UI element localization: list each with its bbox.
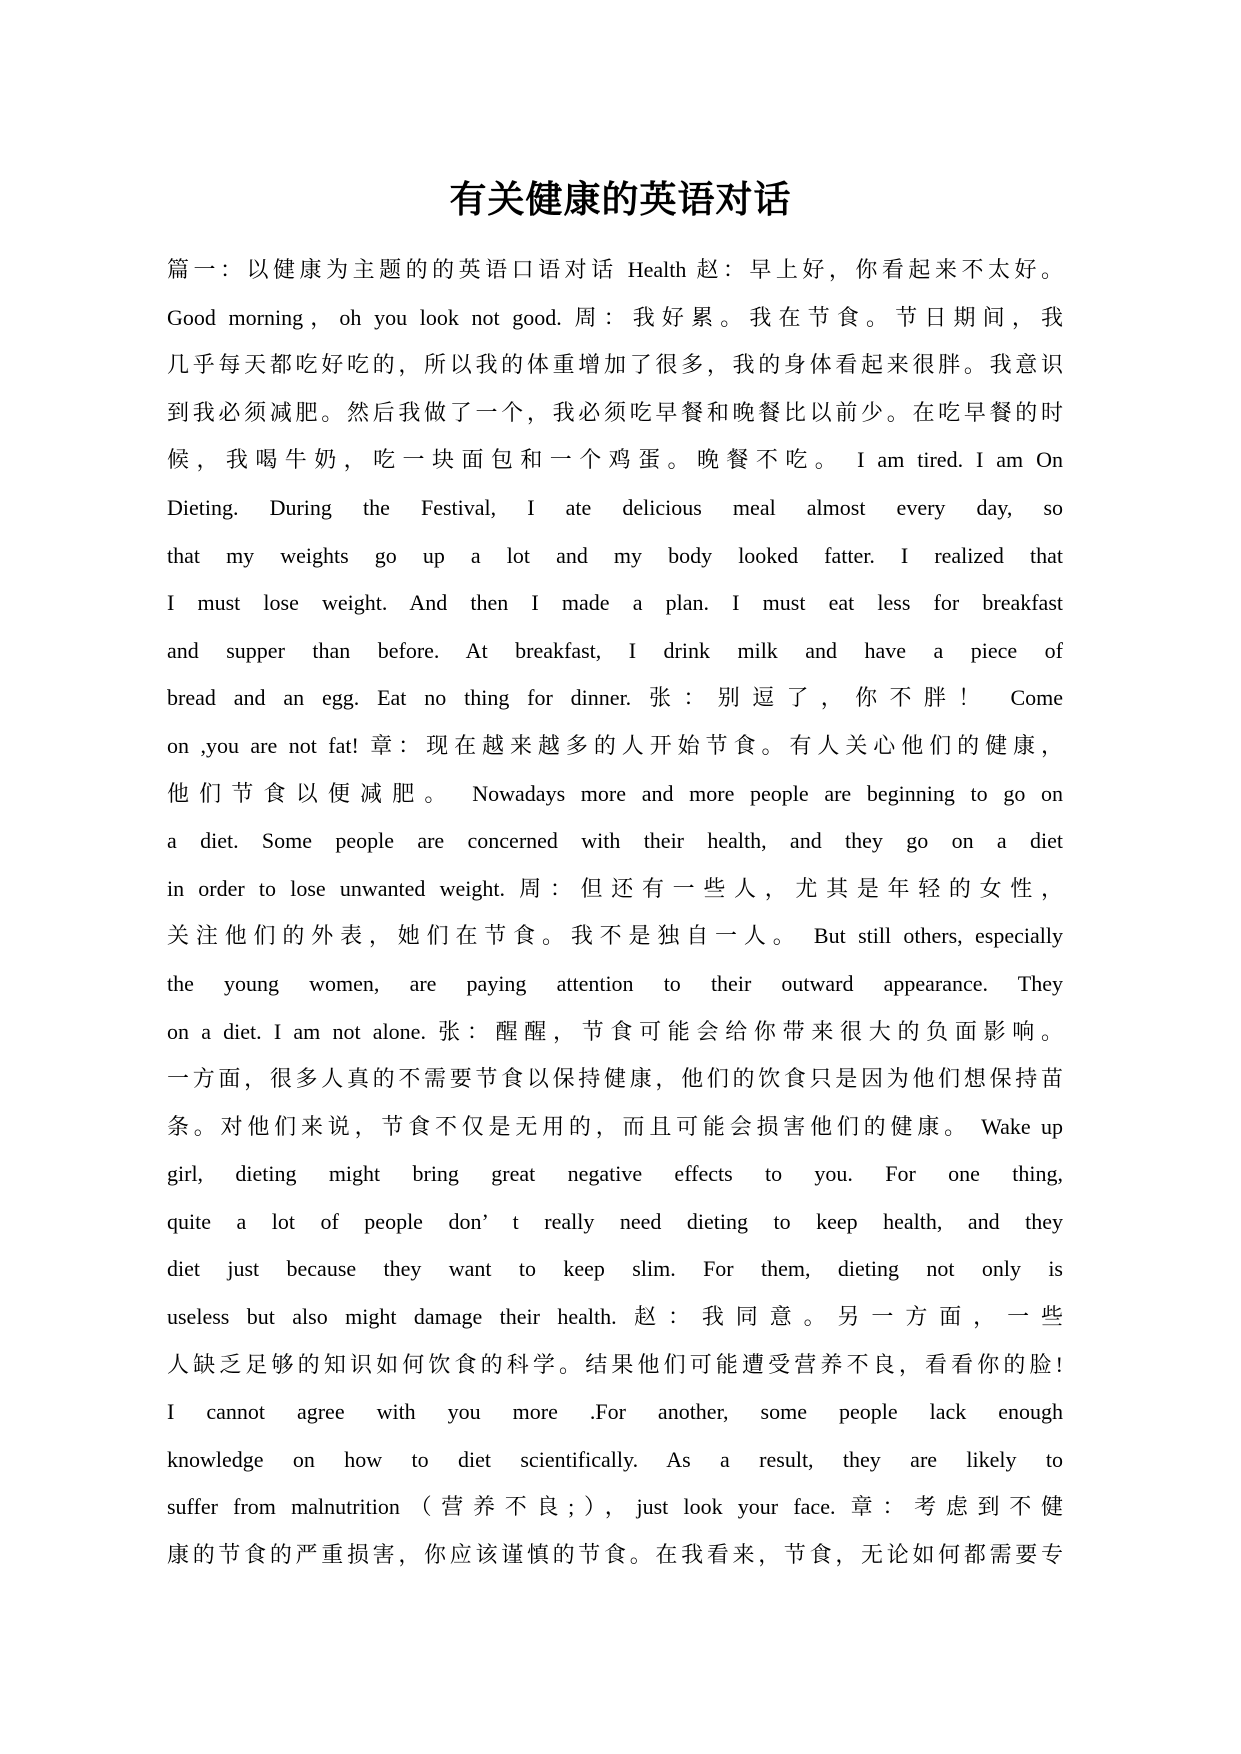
text-line: knowledge on how to diet scientifically. As a result, they are likely to	[167, 1446, 1063, 1472]
text-line: on ,you are not fat! 章：现在越来越多的人开始节食。有人关心他们的健康，	[167, 732, 1063, 758]
text-line: I cannot agree with you more .For another, some people lack enough	[167, 1399, 1063, 1425]
text-line: on a diet. I am not alone. 张：醒醒，节食可能会给你带来很大的负面影响。	[167, 1018, 1063, 1044]
text-line: 一方面，很多人真的不需要节食以保持健康，他们的饮食只是因为他们想保持苗	[167, 1066, 1063, 1092]
text-line: 到我必须减肥。然后我做了一个，我必须吃早餐和晚餐比以前少。在吃早餐的时	[167, 399, 1063, 425]
text-line: quite a lot of people don’ t really need dieting to keep health, and they	[167, 1208, 1063, 1234]
text-line: Dieting. During the Festival, I ate delicious meal almost every day, so	[167, 494, 1063, 520]
text-line: suffer from malnutrition（营养不良;），just look your face. 章：考虑到不健	[167, 1494, 1063, 1520]
text-line: in order to lose unwanted weight. 周：但还有一些人，尤其是年轻的女性，	[167, 875, 1063, 901]
text-line: 康的节食的严重损害，你应该谨慎的节食。在我看来，节食，无论如何都需要专	[167, 1542, 1063, 1568]
text-line: and supper than before. At breakfast, I drink milk and have a piece of	[167, 637, 1063, 663]
text-line: girl, dieting might bring great negative effects to you. For one thing,	[167, 1161, 1063, 1187]
text-line: diet just because they want to keep slim. For them, dieting not only is	[167, 1256, 1063, 1282]
text-line: 关注他们的外表，她们在节食。我不是独自一人。 But still others, especially	[167, 923, 1063, 949]
text-line: that my weights go up a lot and my body looked fatter. I realized that	[167, 542, 1063, 568]
text-line: I must lose weight. And then I made a plan. I must eat less for breakfast	[167, 590, 1063, 616]
text-line: bread and an egg. Eat no thing for dinner. 张：别逗了，你不胖！ Come	[167, 685, 1063, 711]
text-line: useless but also might damage their health. 赵：我同意。另一方面，一些	[167, 1304, 1063, 1330]
document-body	[167, 246, 1063, 1579]
text-line: 他们节食以便减肥。 Nowadays more and more people are beginning to go on	[167, 780, 1063, 806]
text-line: a diet. Some people are concerned with their health, and they go on a diet	[167, 828, 1063, 854]
text-line: 条。对他们来说，节食不仅是无用的，而且可能会损害他们的健康。 Wake up	[167, 1113, 1063, 1139]
text-line: the young women, are paying attention to their outward appearance. They	[167, 970, 1063, 996]
text-line: 篇一：以健康为主题的的英语口语对话 Health 赵：早上好，你看起来不太好。	[167, 257, 1063, 282]
text-line: 人缺乏足够的知识如何饮食的科学。结果他们可能遭受营养不良，看看你的脸!	[167, 1351, 1063, 1377]
text-line: 几乎每天都吃好吃的，所以我的体重增加了很多，我的身体看起来很胖。我意识	[167, 352, 1063, 378]
text-line: 候，我喝牛奶，吃一块面包和一个鸡蛋。晚餐不吃。 I am tired. I am On	[167, 447, 1063, 473]
page-title: 有关健康的英语对话	[449, 179, 792, 220]
text-line: Good morning，oh you look not good. 周：我好累。我在节食。节日期间，我	[167, 304, 1063, 330]
